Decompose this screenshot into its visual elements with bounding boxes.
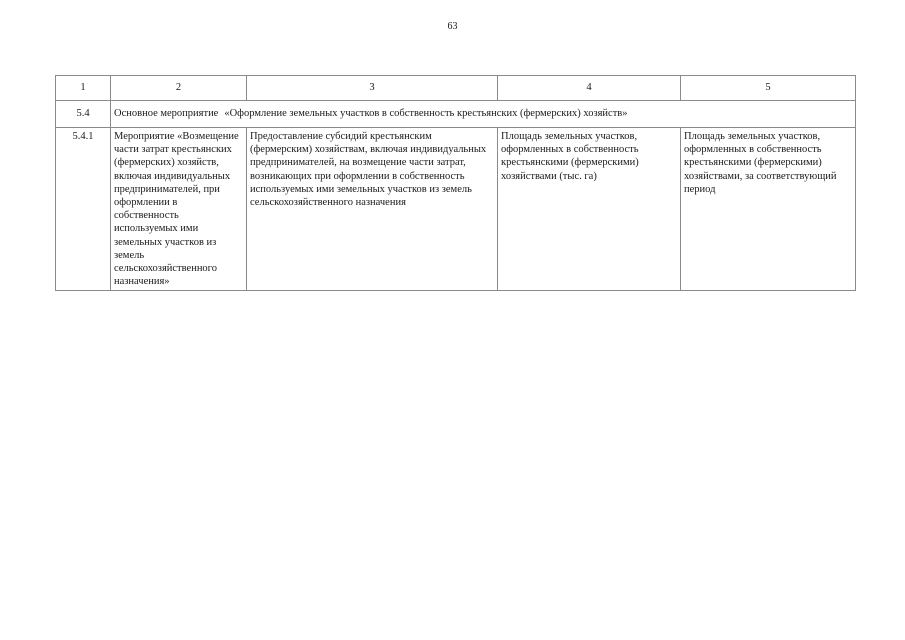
row-indicator	[498, 128, 681, 291]
column-header-1: 1	[56, 76, 111, 101]
table-header-row	[56, 76, 856, 101]
section-row	[56, 101, 856, 128]
section-code: 5.4	[56, 101, 111, 128]
page-number: 63	[447, 21, 458, 32]
row-event-text: Мероприятие «Возмещение части затрат крестьянских (фермерских) хозяйств, включая индивидуальных предпринимателей, при оформлении в собственность используемых ими земельных участков из земель сельскохозяйственного назначения»	[114, 131, 239, 288]
column-header-3: 3	[247, 76, 498, 101]
section-label: Основное мероприятие	[114, 108, 219, 120]
column-header-4: 4	[498, 76, 681, 101]
row-description	[247, 128, 498, 291]
column-header-5: 5	[681, 76, 856, 101]
row-calculation-text: Площадь земельных участков, оформленных в собственность крестьянскими (фермерскими) хозяйствами, за соответствующий период	[684, 131, 837, 195]
row-indicator-text: Площадь земельных участков, оформленных в собственность крестьянскими (фермерскими) хозяйствами (тыс. га)	[501, 131, 639, 182]
column-header-2: 2	[111, 76, 247, 101]
row-event	[111, 128, 247, 291]
section-title: «Оформление земельных участков в собственность крестьянских (фермерских) хозяйств»	[224, 108, 628, 120]
row-calculation	[681, 128, 856, 291]
measures-table	[55, 75, 856, 291]
section-heading	[111, 101, 856, 128]
row-code: 5.4.1	[56, 128, 111, 291]
row-description-text: Предоставление субсидий крестьянским (фермерским) хозяйствам, включая индивидуальных предпринимателей, на возмещение части затрат, возникающих при оформлении в собственность используемых ими земельных участков из земель сельскохозяйственного назначения	[250, 131, 487, 209]
table-row	[56, 128, 856, 291]
